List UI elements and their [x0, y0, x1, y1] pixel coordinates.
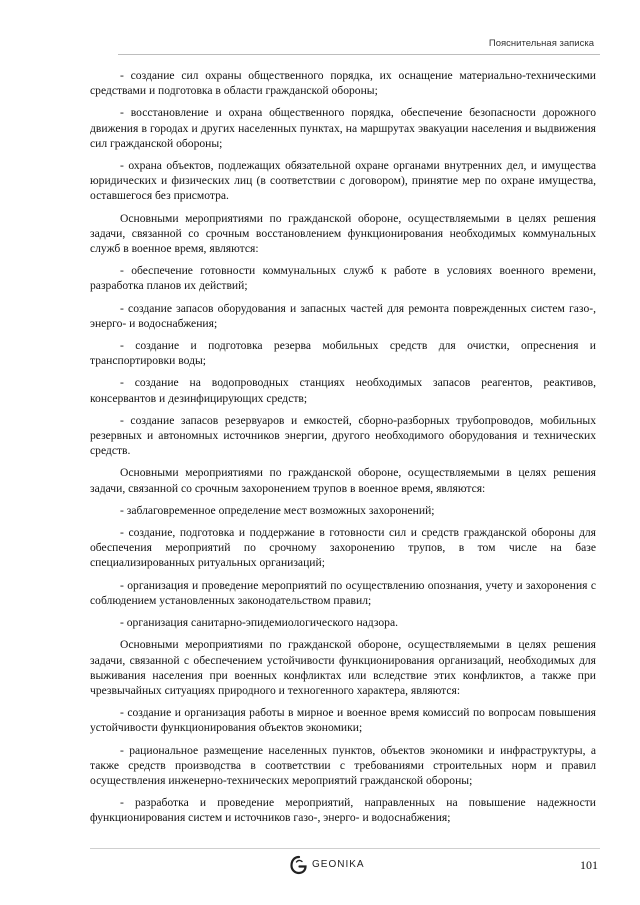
geonika-logo [290, 851, 365, 879]
paragraph: - создание сил охраны общественного порядка, их оснащение материально-техническими средствами и подготовка в области гражданской обороны; [90, 69, 596, 98]
paragraph: Основными мероприятиями по гражданской обороне, осуществляемыми в целях решения задачи, связанной со срочным восстановлением функционирования необходимых коммунальных служб в военное время, являются: [90, 211, 596, 256]
paragraph: - рациональное размещение населенных пунктов, объектов экономики и инфраструктуры, а также средств производства в соответствии с требованиями строительных норм и правил осуществления инженерно-технических мероприятий гражданской обороны; [90, 743, 596, 787]
paragraph: - организация и проведение мероприятий по осуществлению опознания, учету и захоронения с соблюдением установленных законодательством правил; [90, 578, 596, 607]
paragraph: - заблаговременное определение мест возможных захоронений; [120, 503, 435, 517]
page-number: 101 [580, 858, 598, 872]
paragraph: - создание на водопроводных станциях необходимых запасов реагентов, реактивов, консервантов и дезинфицирующих средств; [90, 376, 596, 405]
paragraph: - восстановление и охрана общественного порядка, обеспечение безопасности дорожного движения в городах и других населенных пунктах, на маршрутах эвакуации населения и выдвижения сил гражданской обороны; [90, 106, 596, 150]
paragraph: Основными мероприятиями по гражданской обороне, осуществляемыми в целях решения задачи, связанной с обеспечением устойчивости функционирования организаций, необходимых для выживания населения при военных конфликтах или вследствие этих конфликтов, а также при чрезвычайных ситуациях природного и техногенного характера, являются: [90, 638, 596, 697]
paragraph: - обеспечение готовности коммунальных служб к работе в условиях военного времени, разработка планов их действий; [90, 264, 596, 293]
paragraph: Основными мероприятиями по гражданской обороне, осуществляемыми в целях решения задачи, связанной со срочным захоронением трупов в военное время, являются: [90, 466, 596, 495]
paragraph: - создание и подготовка резерва мобильных средств для очистки, опреснения и транспортировки воды; [90, 339, 596, 368]
logo-wordmark: GEONIKA [312, 859, 365, 870]
paragraph: - разработка и проведение мероприятий, направленных на повышение надежности функционирования систем и источников газо-, энерго- и водоснабжения; [90, 796, 596, 825]
paragraph: - создание и организация работы в мирное и военное время комиссий по вопросам повышения устойчивости функционирования объектов экономики; [90, 706, 596, 735]
paragraph: - создание, подготовка и поддержание в готовности сил и средств гражданской обороны для обеспечения мероприятий по срочному захоронению трупов, в том числе на базе специализированных ритуальных организаций; [90, 526, 596, 570]
paragraph: - охрана объектов, подлежащих обязательной охране органами внутренних дел, и имущества юридических и физических лиц (в соответствии с договором), принятие мер по охране имущества, оставшегося без присмотра. [90, 159, 596, 203]
header-divider [118, 54, 600, 55]
geonika-logo-icon [290, 855, 308, 875]
footer-divider [90, 848, 600, 849]
document-body [90, 68, 596, 833]
paragraph: - создание запасов оборудования и запасных частей для ремонта поврежденных систем газо-, энерго- и водоснабжения; [90, 301, 596, 330]
paragraph: - организация санитарно-эпидемиологического надзора. [120, 616, 398, 630]
page-header-title: Пояснительная записка [488, 38, 594, 49]
paragraph: - создание запасов резервуаров и емкостей, сборно-разборных трубопроводов, мобильных резервных и автономных источников энергии, другого необходимого оборудования и технических средств. [90, 413, 596, 458]
